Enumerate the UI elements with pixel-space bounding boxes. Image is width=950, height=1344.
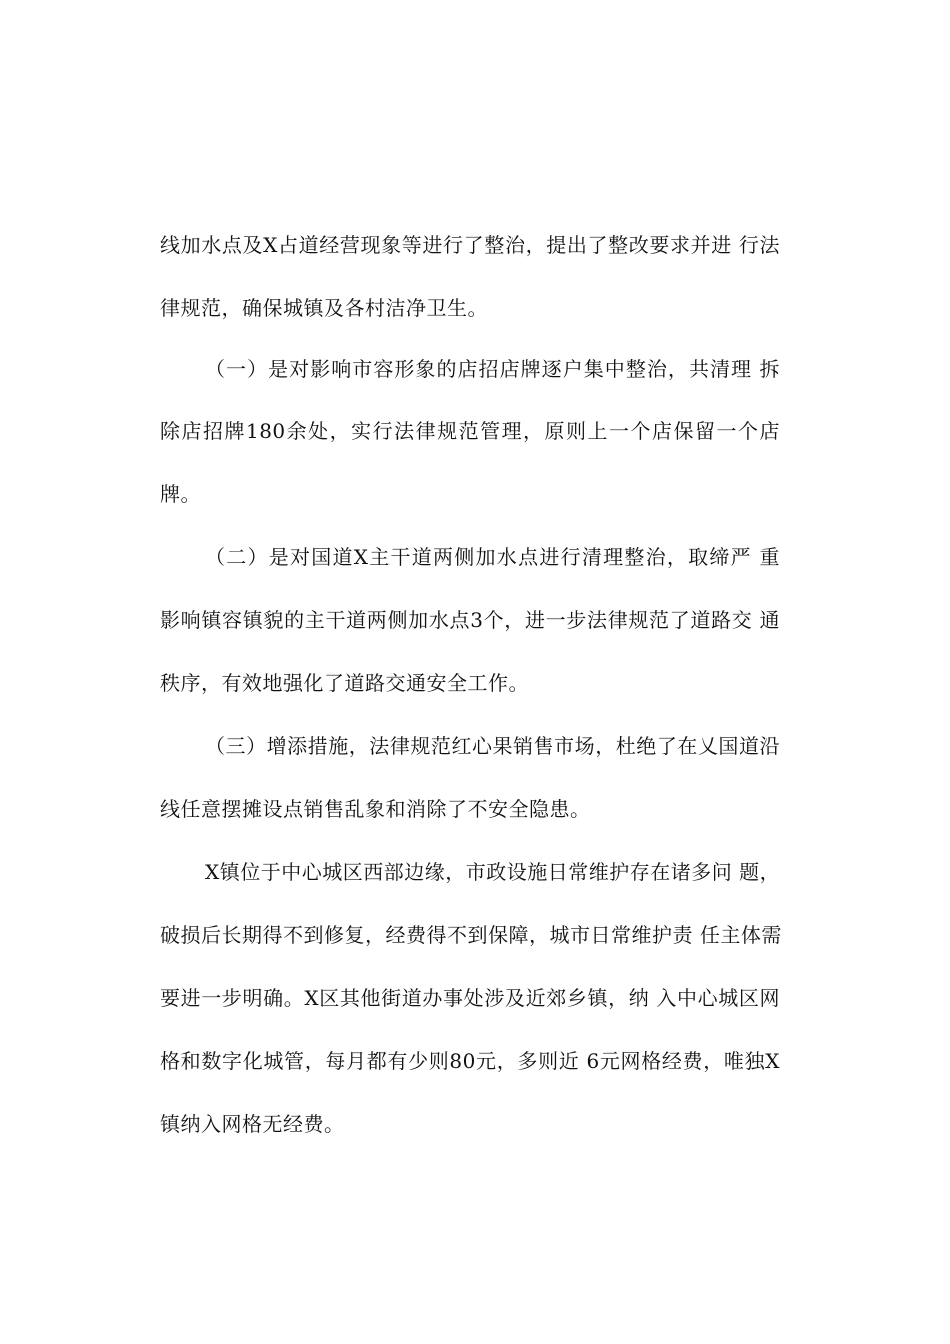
text-line-5: 牌。 <box>160 482 201 506</box>
text-line-7: 影响镇容镇貌的主干道两侧加水点3个，进一步法律规范了道路交 通 <box>160 608 780 632</box>
text-line-8: 秩序，有效地强化了道路交通安全工作。 <box>160 671 529 695</box>
text-line-11: X镇位于中心城区西部边缘，市政设施日常维护存在诸多问 题， <box>205 860 781 884</box>
text-line-2: 律规范，确保城镇及各村洁净卫生。 <box>160 296 488 320</box>
text-line-13: 要进一步明确。X区其他街道办事处涉及近郊乡镇，纳 入中心城区网 <box>160 986 780 1010</box>
text-line-6: （二）是对国道X主干道两侧加水点进行清理整治，取缔严 重 <box>205 545 780 569</box>
text-line-9: （三）增添措施，法律规范红心果销售市场，杜绝了在乂国道沿 <box>205 734 780 758</box>
text-line-1: 线加水点及X占道经营现象等进行了整治，提出了整改要求并进 行法 <box>160 233 780 257</box>
text-line-12: 破损后长期得不到修复，经费得不到保障，城市日常维护责 任主体需 <box>160 923 782 947</box>
text-line-14: 格和数字化城管，每月都有少则80元，多则近 6元网格经费，唯独X <box>160 1049 780 1073</box>
text-line-10: 线任意摆摊设点销售乱象和消除了不安全隐患。 <box>160 797 591 821</box>
text-line-15: 镇纳入网格无经费。 <box>160 1112 345 1136</box>
text-line-4: 除店招牌180余处，实行法律规范管理，原则上一个店保留一个店 <box>160 419 780 443</box>
text-line-3: （一）是对影响市容形象的店招店牌逐户集中整治，共清理 拆 <box>205 357 780 381</box>
